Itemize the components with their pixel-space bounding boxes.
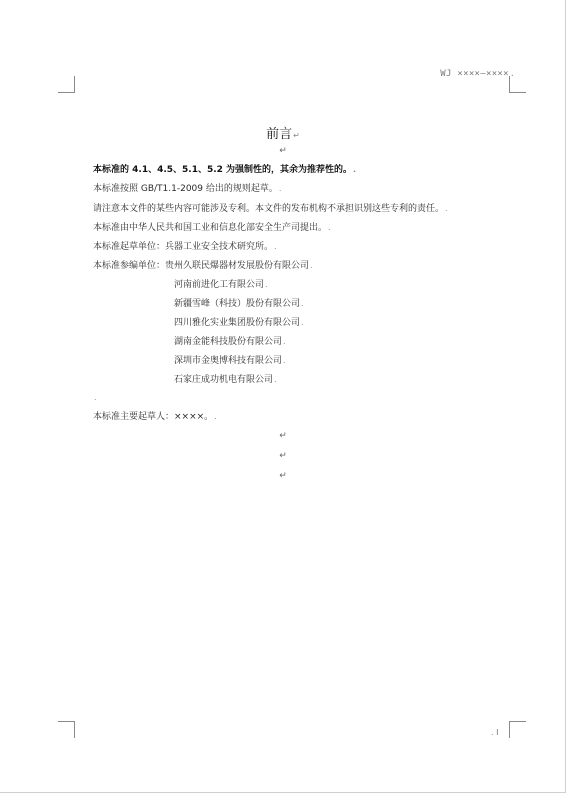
end-mark: . (274, 375, 277, 384)
unit-line[interactable] (174, 317, 304, 329)
crop-mark-top-left (58, 76, 75, 93)
header-code-text[interactable]: WJ ××××—×××× (440, 69, 509, 79)
empty-paragraph[interactable] (0, 471, 566, 481)
end-mark: . (265, 280, 268, 289)
empty-paragraph[interactable] (93, 392, 97, 404)
unit-line[interactable] (174, 374, 277, 386)
end-mark: . (353, 165, 357, 174)
drafting-unit-text[interactable]: 本标准起草单位：兵器工业安全技术研究所。 (93, 242, 274, 252)
body-line-drafter[interactable] (93, 411, 217, 423)
paragraph-mark-icon: ↵ (293, 131, 300, 140)
body-line-1[interactable] (93, 164, 356, 176)
unit-name[interactable]: 湖南金能科技股份有限公司 (174, 337, 283, 347)
unit-line[interactable] (174, 355, 286, 367)
page-number[interactable] (490, 728, 498, 737)
end-mark: . (445, 204, 448, 213)
end-mark: . (491, 728, 494, 737)
paragraph-mark-icon: ↵ (279, 471, 287, 481)
drafter-text[interactable]: 本标准主要起草人：××××。 (93, 412, 214, 422)
end-mark: . (301, 318, 304, 327)
page-number-text[interactable]: I (496, 728, 499, 737)
end-mark: . (214, 412, 217, 421)
end-mark: . (328, 223, 331, 232)
crop-mark-bottom-left (58, 721, 75, 738)
proposer-text[interactable]: 本标准由中华人民共和国工业和信息化部安全生产司提出。 (93, 223, 328, 233)
body-line-3[interactable] (93, 203, 448, 215)
participating-units-text[interactable]: 本标准参编单位：贵州久联民爆器材发展股份有限公司 (93, 261, 310, 271)
body-line-4[interactable] (93, 222, 331, 234)
body-line-5[interactable] (93, 241, 277, 253)
crop-mark-bottom-right (509, 721, 526, 738)
unit-name[interactable]: 四川雅化实业集团股份有限公司 (174, 318, 301, 328)
unit-name[interactable]: 河南前进化工有限公司 (174, 280, 265, 290)
mandatory-clause-text[interactable]: 本标准的 4.1、4.5、5.1、5.2 为强制性的，其余为推荐性的。 (93, 165, 353, 175)
empty-paragraph[interactable] (0, 431, 566, 441)
end-mark: . (278, 184, 282, 193)
unit-line[interactable] (174, 279, 268, 291)
unit-line[interactable] (174, 298, 304, 310)
body-line-2[interactable] (93, 183, 281, 195)
unit-name[interactable]: 深圳市金奥博科技有限公司 (174, 356, 283, 366)
paragraph-mark-icon: ↵ (279, 431, 287, 441)
header-standard-code[interactable] (440, 69, 515, 79)
unit-name[interactable]: 石家庄成功机电有限公司 (174, 375, 274, 385)
paragraph-mark-icon: ↵ (279, 146, 287, 156)
end-mark: . (283, 337, 286, 346)
drafting-rule-text[interactable]: 本标准按照 GB/T1.1-2009 给出的规则起草。 (93, 184, 278, 194)
empty-paragraph[interactable] (0, 146, 566, 156)
end-mark: . (283, 356, 286, 365)
end-mark: . (301, 299, 304, 308)
unit-line[interactable] (174, 336, 286, 348)
end-mark: . (94, 393, 97, 402)
paragraph-mark-icon: ↵ (279, 451, 287, 461)
end-mark: . (310, 261, 313, 270)
patent-notice-text[interactable]: 请注意本文件的某些内容可能涉及专利。本文件的发布机构不承担识别这些专利的责任。 (93, 204, 445, 214)
end-mark: . (274, 242, 277, 251)
unit-name[interactable]: 新疆雪峰（科技）股份有限公司 (174, 299, 301, 309)
body-line-6[interactable] (93, 260, 313, 272)
end-of-cell-mark: . (509, 69, 515, 78)
empty-paragraph[interactable] (0, 451, 566, 461)
page-title-text[interactable]: 前言 (266, 127, 293, 142)
page-title[interactable] (0, 123, 566, 142)
